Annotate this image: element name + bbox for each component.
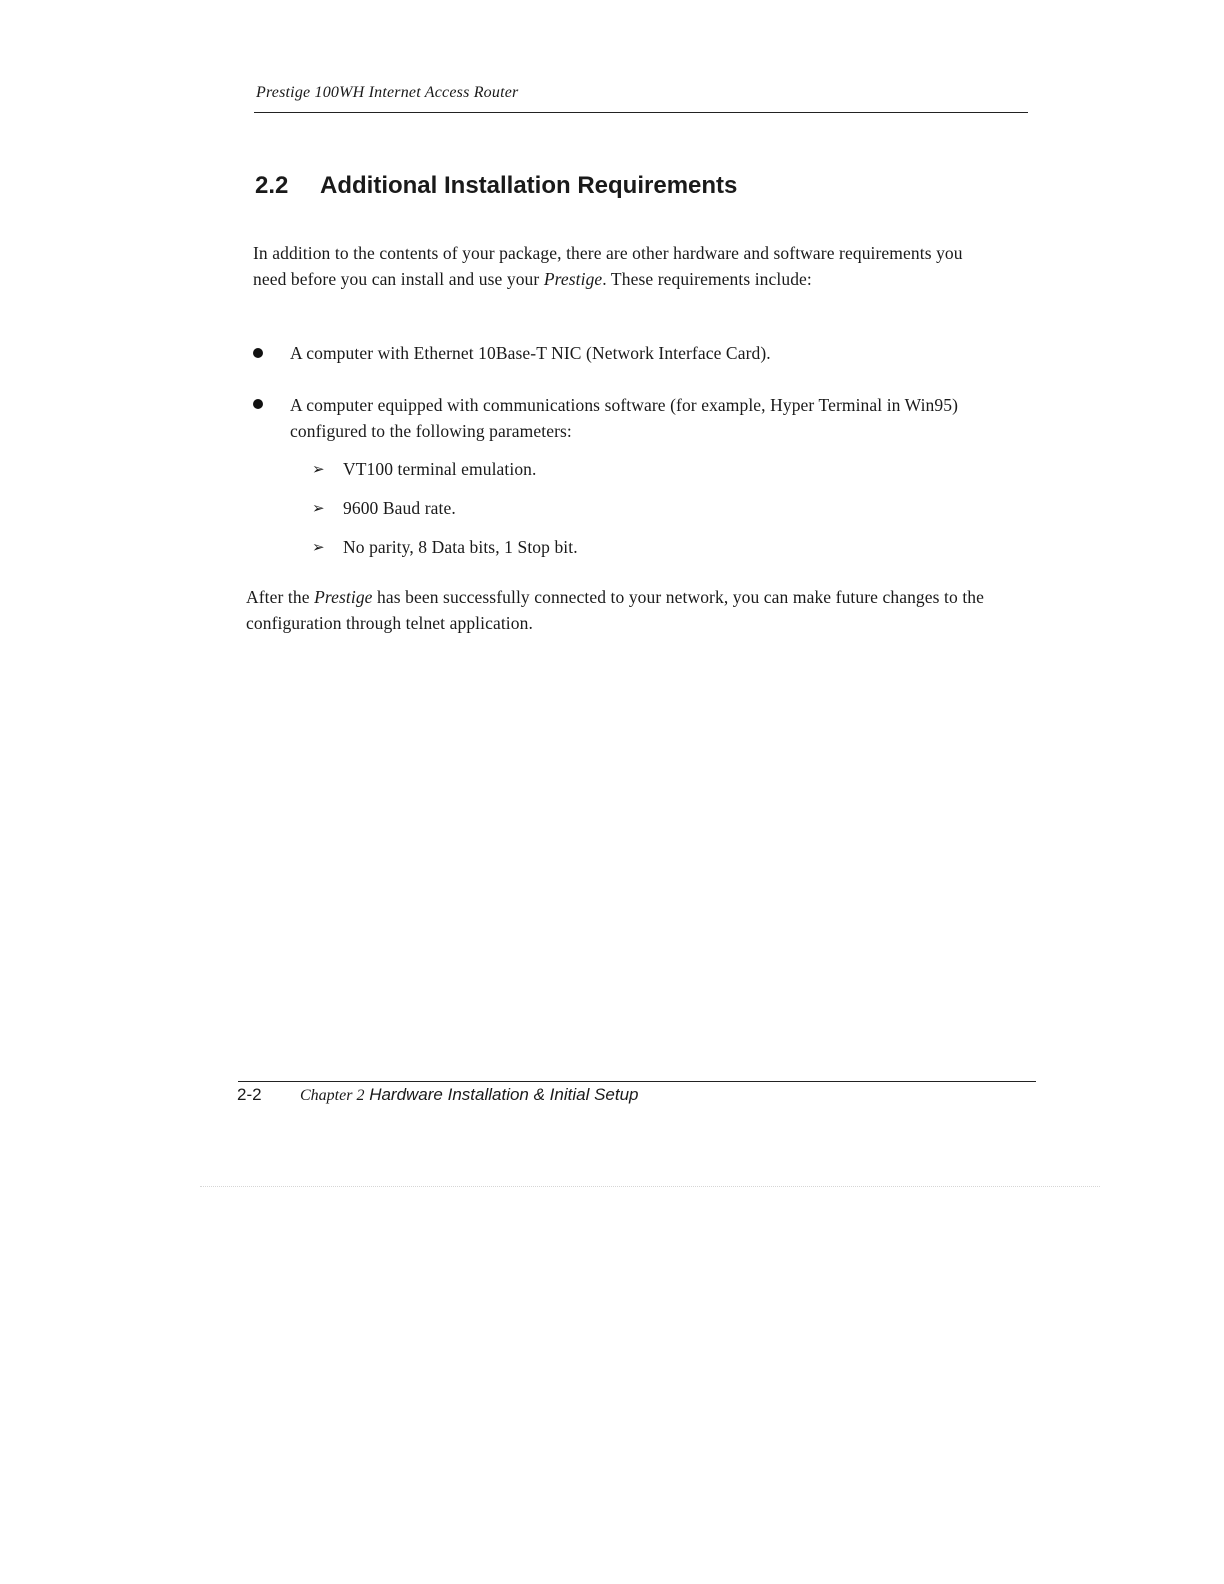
- bullet-icon: [253, 348, 263, 358]
- closing-product-name: Prestige: [314, 587, 373, 607]
- intro-text-part1: In addition to the contents of your package, there are other hardware and software requirements you need before you can install and use your: [253, 243, 963, 289]
- scan-artifact: [200, 1186, 1100, 1187]
- intro-product-name: Prestige: [543, 269, 603, 289]
- sub-item-terminal-emulation: VT100 terminal emulation.: [343, 459, 537, 479]
- footer-chapter-title: Hardware Installation & Initial Setup: [369, 1085, 639, 1104]
- footer-page-number: 2-2: [237, 1085, 262, 1104]
- footer-chapter: [300, 1085, 639, 1105]
- closing-text-part1: After the: [246, 587, 315, 607]
- footer-rule: [238, 1081, 1036, 1082]
- intro-paragraph: [253, 240, 993, 292]
- bullet-item-ethernet: A computer with Ethernet 10Base-T NIC (Network Interface Card).: [290, 343, 771, 363]
- closing-paragraph: [246, 584, 1006, 636]
- arrowhead-icon: ➢: [312, 499, 325, 517]
- header-rule: [254, 112, 1028, 113]
- section-title: Additional Installation Requirements: [320, 172, 738, 199]
- running-header: Prestige 100WH Internet Access Router: [256, 84, 519, 101]
- intro-text-part2: . These requirements include:: [602, 269, 812, 289]
- section-heading: [255, 172, 737, 200]
- sub-item-baud-rate: 9600 Baud rate.: [343, 498, 456, 518]
- arrowhead-icon: ➢: [312, 460, 325, 478]
- section-number: 2.2: [255, 172, 289, 199]
- footer-chapter-word: Chapter 2: [300, 1087, 365, 1104]
- bullet-item-software: A computer equipped with communications software (for example, Hyper Terminal in Win95) configured to the following parameters:: [290, 395, 959, 441]
- arrowhead-icon: ➢: [312, 538, 325, 556]
- closing-text-part2: has been successfully connected to your network, you can make future changes to the configuration through telnet application.: [246, 587, 985, 633]
- bullet-icon: [253, 399, 263, 409]
- sub-item-parity: No parity, 8 Data bits, 1 Stop bit.: [343, 537, 578, 557]
